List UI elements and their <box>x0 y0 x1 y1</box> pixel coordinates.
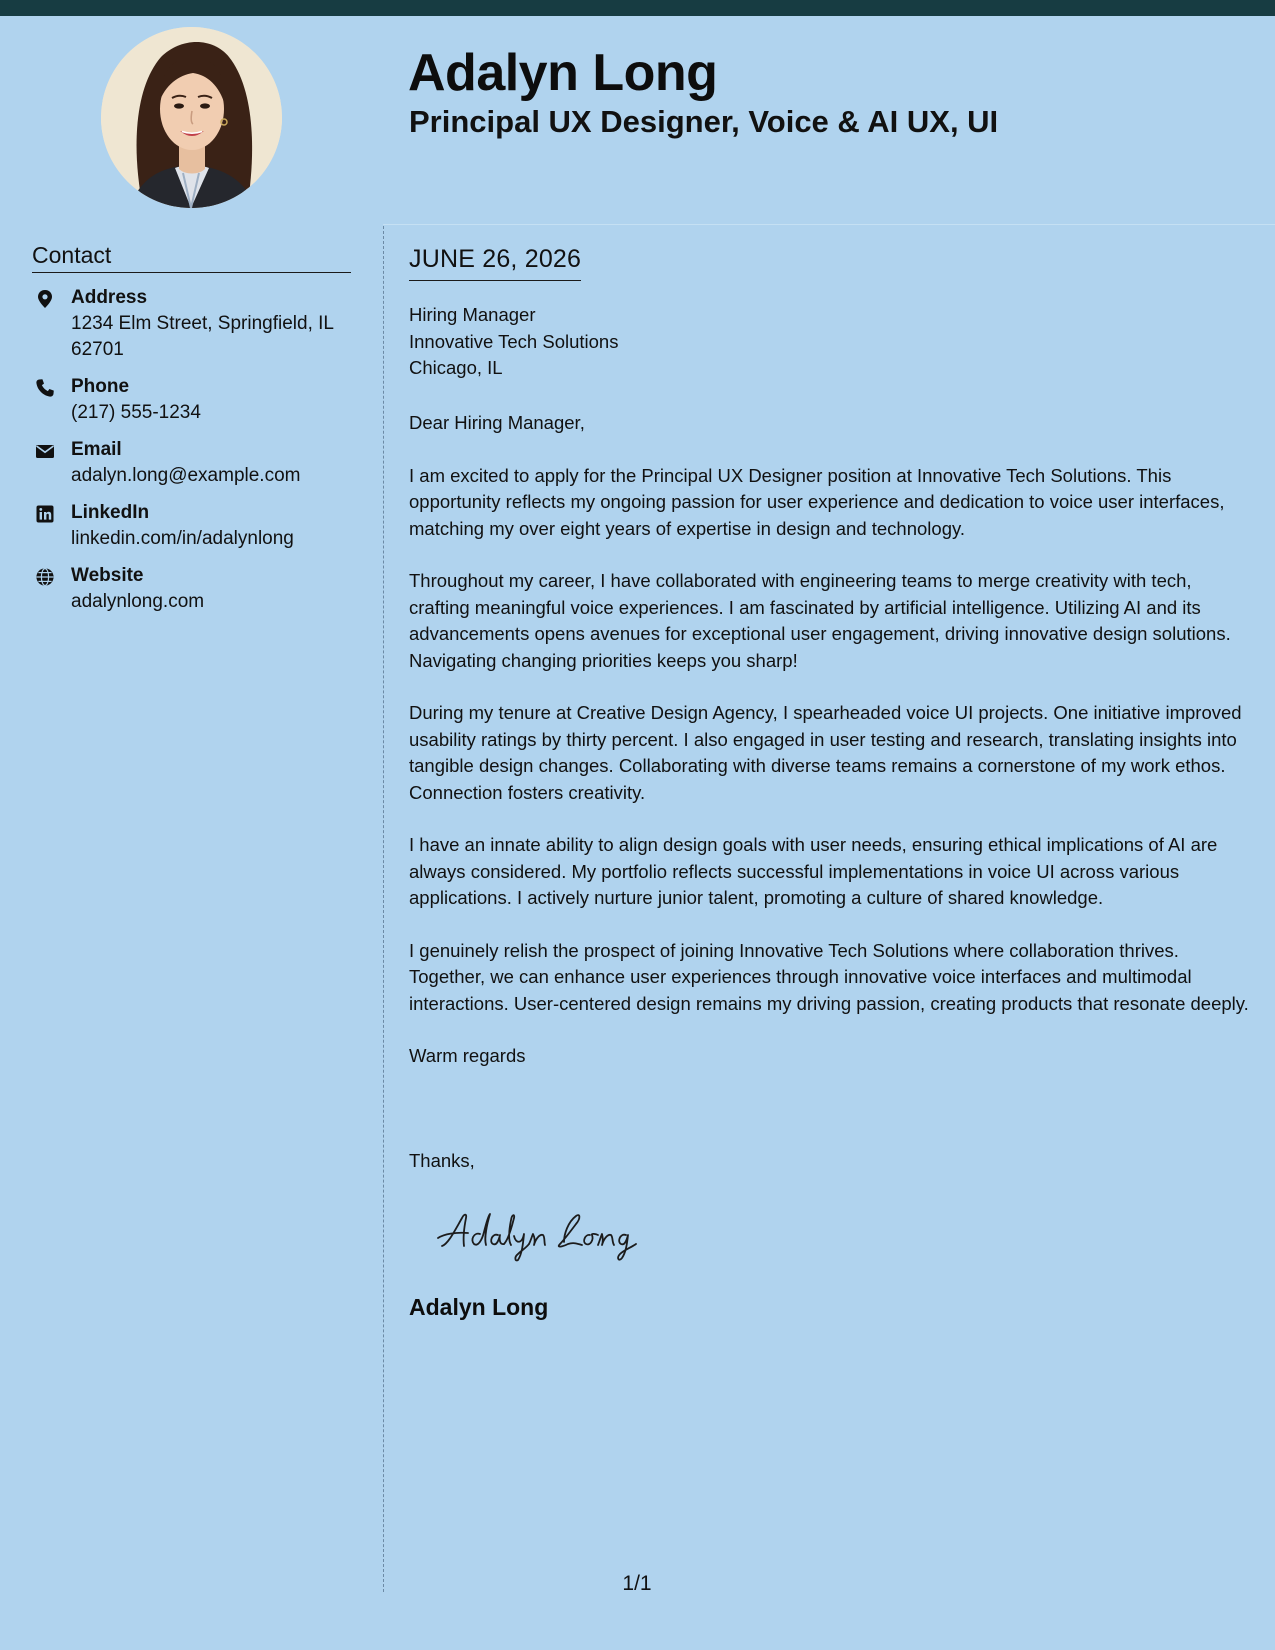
contact-linkedin-value[interactable]: linkedin.com/in/adalynlong <box>71 528 294 549</box>
letter-body <box>409 410 1251 1096</box>
contact-address-label: Address <box>71 287 148 308</box>
top-accent-bar <box>0 0 1275 16</box>
body-paragraph: During my tenure at Creative Design Agency, I spearheaded voice UI projects. One initiative improved usability ratings by thirty percent. I also engaged in user testing and research, translating insights into tangible design changes. Collaborating with diverse teams remains a cornerstone of my work ethos. Connection fosters creativity. <box>409 702 1242 803</box>
contact-phone-label: Phone <box>71 376 130 397</box>
salutation: Dear Hiring Manager, <box>409 412 585 433</box>
contact-email-label: Email <box>71 439 122 460</box>
header-divider <box>383 224 1275 225</box>
candidate-name: Adalyn Long <box>408 44 718 102</box>
globe-icon <box>35 567 55 587</box>
contact-heading: Contact <box>32 240 351 273</box>
profile-photo-illustration <box>101 27 282 208</box>
handwritten-signature <box>436 1204 646 1264</box>
column-divider <box>383 226 384 1592</box>
page-number: 1/1 <box>622 1572 652 1595</box>
letter-date: JUNE 26, 2026 <box>409 242 581 281</box>
recipient-line: Hiring Manager <box>409 304 536 325</box>
contact-address-value: 1234 Elm Street, Springfield, IL 62701 <box>71 313 334 360</box>
recipient-line: Innovative Tech Solutions <box>409 330 619 352</box>
contact-phone-value[interactable]: (217) 555-1234 <box>71 402 201 423</box>
contact-website-label: Website <box>71 565 144 586</box>
profile-photo <box>101 27 282 208</box>
thanks-line: Thanks, <box>409 1150 475 1171</box>
contact-linkedin-label: LinkedIn <box>71 502 150 523</box>
contact-email-value[interactable]: adalyn.long@example.com <box>71 465 301 486</box>
signer-name: Adalyn Long <box>409 1294 549 1320</box>
contact-website-value[interactable]: adalynlong.com <box>71 591 205 612</box>
candidate-title: Principal UX Designer, Voice & AI UX, UI <box>409 104 999 139</box>
closing: Warm regards <box>409 1045 526 1066</box>
body-paragraph: I genuinely relish the prospect of joining Innovative Tech Solutions where collaboration thrives. Together, we can enhance user experiences through innovative voice interfaces and multimodal interactions. User-centered design remains my driving passion, creating products that resonate deeply. <box>409 939 1249 1014</box>
recipient-line: Chicago, IL <box>409 357 503 378</box>
linkedin-icon <box>35 504 55 524</box>
body-paragraph: I have an innate ability to align design goals with user needs, ensuring ethical implications of AI are always considered. My portfolio reflects successful implementations in voice UI across various applications. I actively nurture junior talent, promoting a culture of shared knowledge. <box>409 834 1218 908</box>
location-pin-icon <box>35 289 55 309</box>
envelope-icon <box>35 441 55 461</box>
body-paragraph: Throughout my career, I have collaborated with engineering teams to merge creativity with tech, crafting meaningful voice experiences. I am fascinated by artificial intelligence. Utilizing AI and its advancements opens avenues for exceptional user engagement, driving innovative design solutions. Navigating changing priorities keeps you sharp! <box>409 570 1231 671</box>
recipient-block <box>409 302 618 382</box>
phone-icon <box>35 378 55 398</box>
body-paragraph: I am excited to apply for the Principal UX Designer position at Innovative Tech Solutions. This opportunity reflects my ongoing passion for user experience and dedication to voice user interfaces, matching my over eight years of expertise in design and technology. <box>409 464 1225 539</box>
